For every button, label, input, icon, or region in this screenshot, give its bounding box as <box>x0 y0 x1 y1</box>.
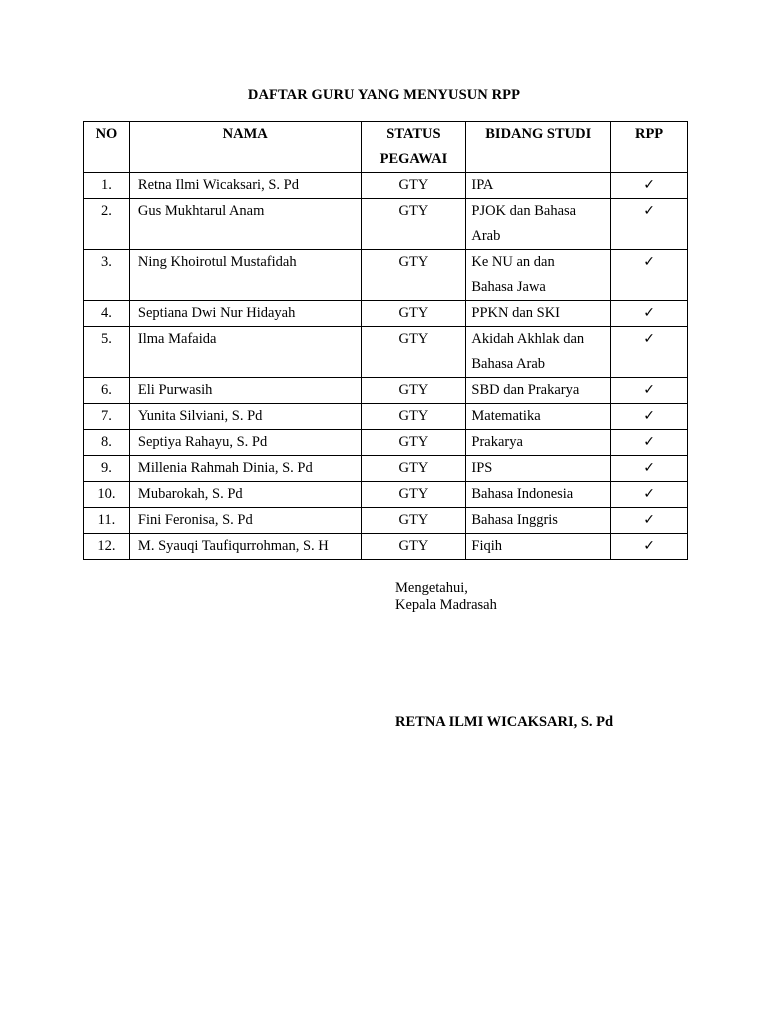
bidang-line: Fiqih <box>471 538 502 554</box>
header-bidang: BIDANG STUDI <box>466 122 611 173</box>
cell-status: GTY <box>361 378 466 404</box>
table-row <box>84 173 688 199</box>
cell-no: 11. <box>84 508 130 534</box>
bidang-line: SBD dan Prakarya <box>471 382 580 398</box>
bidang-line: Bahasa Inggris <box>471 512 558 528</box>
checkmark-icon: ✓ <box>643 254 655 270</box>
cell-nama: Millenia Rahmah Dinia, S. Pd <box>129 456 361 482</box>
cell-nama: Retna Ilmi Wicaksari, S. Pd <box>129 173 361 199</box>
cell-rpp <box>611 301 688 327</box>
cell-rpp <box>611 173 688 199</box>
cell-bidang <box>466 404 611 430</box>
cell-rpp <box>611 534 688 560</box>
cell-bidang <box>466 250 611 301</box>
cell-rpp <box>611 199 688 250</box>
checkmark-icon: ✓ <box>643 538 655 554</box>
cell-bidang <box>466 173 611 199</box>
cell-rpp <box>611 378 688 404</box>
cell-nama: Eli Purwasih <box>129 378 361 404</box>
cell-no: 6. <box>84 378 130 404</box>
cell-no: 5. <box>84 327 130 378</box>
header-status <box>361 122 466 173</box>
cell-nama: Ning Khoirotul Mustafidah <box>129 250 361 301</box>
header-nama: NAMA <box>129 122 361 173</box>
checkmark-icon: ✓ <box>643 408 655 424</box>
checkmark-icon: ✓ <box>643 382 655 398</box>
cell-no: 1. <box>84 173 130 199</box>
table-row <box>84 482 688 508</box>
bidang-line: Bahasa Indonesia <box>471 486 574 502</box>
bidang-line: IPS <box>471 460 493 476</box>
cell-no: 10. <box>84 482 130 508</box>
cell-nama: Mubarokah, S. Pd <box>129 482 361 508</box>
table-body <box>84 173 688 560</box>
cell-bidang <box>466 456 611 482</box>
cell-nama: Yunita Silviani, S. Pd <box>129 404 361 430</box>
bidang-line: PPKN dan SKI <box>471 305 560 321</box>
cell-status: GTY <box>361 534 466 560</box>
cell-no: 7. <box>84 404 130 430</box>
signer-name: RETNA ILMI WICAKSARI, S. Pd <box>395 714 614 730</box>
cell-rpp <box>611 250 688 301</box>
checkmark-icon: ✓ <box>643 512 655 528</box>
bidang-line: IPA <box>471 177 494 193</box>
bidang-line: Akidah Akhlak dan <box>471 331 585 347</box>
document-title: DAFTAR GURU YANG MENYUSUN RPP <box>247 87 521 103</box>
cell-no: 12. <box>84 534 130 560</box>
table-row <box>84 327 688 378</box>
bidang-line: Prakarya <box>471 434 523 450</box>
cell-status: GTY <box>361 250 466 301</box>
table-row <box>84 250 688 301</box>
cell-status: GTY <box>361 173 466 199</box>
bidang-line: Matematika <box>471 408 541 424</box>
cell-status: GTY <box>361 327 466 378</box>
cell-rpp <box>611 430 688 456</box>
header-rpp: RPP <box>611 122 688 173</box>
cell-status: GTY <box>361 456 466 482</box>
bidang-line: Bahasa Arab <box>471 356 546 372</box>
cell-status: GTY <box>361 199 466 250</box>
table-row <box>84 378 688 404</box>
cell-bidang <box>466 199 611 250</box>
cell-nama: Gus Mukhtarul Anam <box>129 199 361 250</box>
cell-status: GTY <box>361 404 466 430</box>
table-row <box>84 534 688 560</box>
checkmark-icon: ✓ <box>643 203 655 219</box>
cell-no: 3. <box>84 250 130 301</box>
cell-bidang <box>466 301 611 327</box>
position-label: Kepala Madrasah <box>395 597 497 613</box>
bidang-line: Arab <box>471 228 501 244</box>
bidang-line: PJOK dan Bahasa <box>471 203 577 219</box>
cell-no: 2. <box>84 199 130 250</box>
bidang-line: Ke NU an dan <box>471 254 555 270</box>
header-status-line1: STATUS <box>386 126 441 142</box>
checkmark-icon: ✓ <box>643 460 655 476</box>
cell-nama: Septiya Rahayu, S. Pd <box>129 430 361 456</box>
cell-rpp <box>611 327 688 378</box>
cell-bidang <box>466 327 611 378</box>
cell-bidang <box>466 378 611 404</box>
bidang-line: Bahasa Jawa <box>471 279 546 295</box>
cell-bidang <box>466 430 611 456</box>
header-status-line2: PEGAWAI <box>379 151 448 167</box>
cell-nama: M. Syauqi Taufiqurrohman, S. H <box>129 534 361 560</box>
table-row <box>84 456 688 482</box>
cell-status: GTY <box>361 430 466 456</box>
checkmark-icon: ✓ <box>643 434 655 450</box>
table-row <box>84 404 688 430</box>
cell-no: 8. <box>84 430 130 456</box>
cell-rpp <box>611 404 688 430</box>
checkmark-icon: ✓ <box>643 305 655 321</box>
cell-nama: Septiana Dwi Nur Hidayah <box>129 301 361 327</box>
teacher-table <box>83 121 688 560</box>
table-row <box>84 199 688 250</box>
table-header-row <box>84 122 688 173</box>
cell-status: GTY <box>361 508 466 534</box>
cell-nama: Fini Feronisa, S. Pd <box>129 508 361 534</box>
checkmark-icon: ✓ <box>643 486 655 502</box>
cell-status: GTY <box>361 301 466 327</box>
cell-bidang <box>466 534 611 560</box>
cell-rpp <box>611 456 688 482</box>
table-row <box>84 508 688 534</box>
checkmark-icon: ✓ <box>643 177 655 193</box>
cell-status: GTY <box>361 482 466 508</box>
signature-block <box>395 580 497 614</box>
table-row <box>84 301 688 327</box>
cell-bidang <box>466 508 611 534</box>
checkmark-icon: ✓ <box>643 331 655 347</box>
cell-bidang <box>466 482 611 508</box>
cell-nama: Ilma Mafaida <box>129 327 361 378</box>
cell-no: 4. <box>84 301 130 327</box>
cell-rpp <box>611 508 688 534</box>
cell-no: 9. <box>84 456 130 482</box>
cell-rpp <box>611 482 688 508</box>
header-no: NO <box>84 122 130 173</box>
acknowledged-label: Mengetahui, <box>395 580 468 596</box>
table-row <box>84 430 688 456</box>
